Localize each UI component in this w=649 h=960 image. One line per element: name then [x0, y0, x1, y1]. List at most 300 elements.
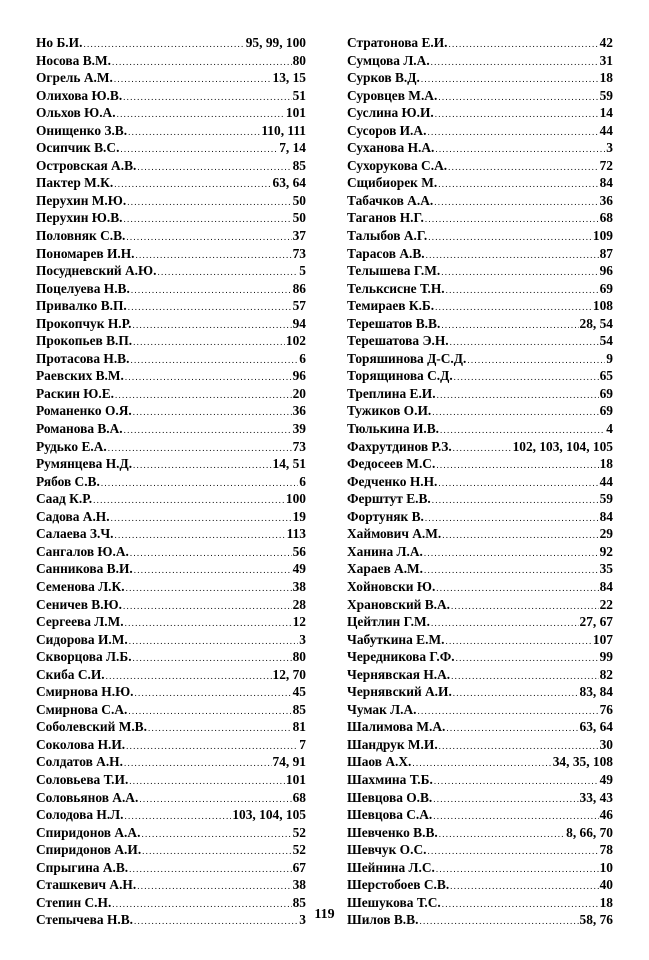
- page-references: 39: [292, 421, 306, 437]
- dot-leader: [421, 69, 599, 87]
- index-entry: [36, 385, 306, 403]
- page-references: 108: [592, 298, 613, 314]
- page-references: 14: [599, 105, 613, 121]
- index-entry: [347, 789, 613, 807]
- page-references: 9: [606, 350, 613, 366]
- page-references: 92: [599, 543, 613, 559]
- page-references: 19: [292, 508, 306, 524]
- dot-leader: [435, 104, 599, 122]
- dot-leader: [126, 578, 292, 596]
- author-name: Осипчик В.С.: [36, 140, 120, 156]
- author-name: Чернявская Н.А.: [347, 666, 451, 682]
- index-entry: [347, 736, 613, 754]
- dot-leader: [124, 209, 292, 227]
- page-references: 49: [599, 771, 613, 787]
- index-entry: [36, 280, 306, 298]
- dot-leader: [114, 69, 272, 87]
- dot-leader: [126, 736, 298, 754]
- page-references: 59: [599, 491, 613, 507]
- author-name: Тюлькина И.В.: [347, 421, 439, 437]
- index-entry: [36, 859, 306, 877]
- index-entry: [36, 174, 306, 192]
- dot-leader: [127, 192, 291, 210]
- page-references: 13, 15: [272, 70, 306, 86]
- dot-leader: [451, 666, 599, 684]
- dot-leader: [120, 139, 278, 157]
- dot-leader: [445, 631, 591, 649]
- index-entry: [347, 192, 613, 210]
- index-entry: [36, 490, 306, 508]
- author-name: Шешукова Т.С.: [347, 894, 441, 910]
- page-references: 85: [292, 894, 306, 910]
- index-entry: [36, 87, 306, 105]
- index-entry: [347, 52, 613, 70]
- index-entry: [36, 69, 306, 87]
- index-entry: [347, 806, 613, 824]
- page-references: 38: [292, 578, 306, 594]
- author-name: Суровцев М.А.: [347, 87, 438, 103]
- page-references: 3: [299, 912, 306, 928]
- page-references: 44: [599, 122, 613, 138]
- author-name: Цейтлин Г.М.: [347, 614, 430, 630]
- index-entry: [36, 157, 306, 175]
- author-name: Сергеева Л.М.: [36, 614, 124, 630]
- index-entry: [347, 648, 613, 666]
- author-name: Суслина Ю.И.: [347, 105, 434, 121]
- dot-leader: [133, 402, 292, 420]
- dot-leader: [417, 701, 598, 719]
- dot-leader: [135, 683, 292, 701]
- index-entry: [36, 683, 306, 701]
- index-entry: [36, 736, 306, 754]
- index-entry: [347, 718, 613, 736]
- page-references: 102, 103, 104, 105: [512, 438, 613, 454]
- dot-leader: [142, 841, 291, 859]
- index-entry: [347, 34, 613, 52]
- dot-leader: [439, 736, 599, 754]
- index-entry: [36, 508, 306, 526]
- dot-leader: [425, 508, 599, 526]
- author-name: Поцелуева Н.В.: [36, 280, 130, 296]
- author-name: Чабуткина Е.М.: [347, 631, 445, 647]
- page-references: 29: [599, 526, 613, 542]
- author-name: Посудневский А.Ю.: [36, 263, 157, 279]
- page-references: 8, 66, 70: [566, 824, 613, 840]
- dot-leader: [435, 297, 592, 315]
- author-name: Сидорова И.М.: [36, 631, 128, 647]
- page-references: 18: [599, 70, 613, 86]
- author-name: Сангалов Ю.А.: [36, 543, 129, 559]
- page-references: 110, 111: [261, 122, 306, 138]
- index-entry: [36, 139, 306, 157]
- index-entry: [36, 806, 306, 824]
- author-name: Сусоров И.А.: [347, 122, 427, 138]
- author-name: Тужиков О.И.: [347, 403, 432, 419]
- index-entry: [36, 262, 306, 280]
- dot-leader: [125, 613, 292, 631]
- index-entry: [347, 315, 613, 333]
- page-references: 6: [299, 473, 306, 489]
- dot-leader: [106, 666, 272, 684]
- page-references: 49: [292, 561, 306, 577]
- index-entry: [36, 718, 306, 736]
- author-name: Смирнова Н.Ю.: [36, 684, 134, 700]
- author-name: Скворцова Л.Б.: [36, 649, 132, 665]
- dot-leader: [115, 525, 286, 543]
- author-name: Шевцова О.В.: [347, 789, 433, 805]
- dot-leader: [436, 578, 598, 596]
- dot-leader: [139, 789, 291, 807]
- dot-leader: [437, 385, 599, 403]
- index-entry: [347, 385, 613, 403]
- page-references: 72: [599, 157, 613, 173]
- index-entry: [347, 771, 613, 789]
- dot-leader: [123, 87, 291, 105]
- dot-leader: [128, 701, 291, 719]
- page-references: 52: [292, 842, 306, 858]
- page-references: 5: [299, 263, 306, 279]
- author-name: Телышева Г.М.: [347, 263, 441, 279]
- dot-leader: [124, 753, 272, 771]
- index-entry: [36, 332, 306, 350]
- index-entry: [347, 87, 613, 105]
- index-entry: [347, 613, 613, 631]
- page-references: 7: [299, 736, 306, 752]
- page-references: 52: [292, 824, 306, 840]
- page-references: 36: [292, 403, 306, 419]
- page-references: 7, 14: [279, 140, 306, 156]
- dot-leader: [438, 473, 598, 491]
- page-references: 69: [599, 280, 613, 296]
- page-references: 63, 64: [272, 175, 306, 191]
- page-references: 101: [285, 771, 306, 787]
- author-name: Скиба С.И.: [36, 666, 105, 682]
- index-column-left: [36, 34, 306, 929]
- page-references: 31: [599, 52, 613, 68]
- page-references: 54: [599, 333, 613, 349]
- dot-leader: [432, 490, 599, 508]
- index-entry: [36, 753, 306, 771]
- author-name: Храновский В.А.: [347, 596, 451, 612]
- page-references: 58, 76: [579, 912, 613, 928]
- index-entry: [36, 596, 306, 614]
- page-references: 82: [599, 666, 613, 682]
- page-references: 14, 51: [272, 456, 306, 472]
- dot-leader: [133, 648, 292, 666]
- page-references: 85: [292, 701, 306, 717]
- author-name: Шевцова С.А.: [347, 807, 433, 823]
- author-name: Санникова В.И.: [36, 561, 133, 577]
- page-references: 81: [292, 719, 306, 735]
- index-entry: [36, 192, 306, 210]
- page-references: 59: [599, 87, 613, 103]
- author-name: Саад К.Р.: [36, 491, 93, 507]
- dot-leader: [467, 350, 605, 368]
- author-name: Федченко Н.Н.: [347, 473, 438, 489]
- index-entry: [347, 297, 613, 315]
- page-references: 36: [599, 192, 613, 208]
- dot-leader: [136, 245, 292, 263]
- author-name: Онищенко З.В.: [36, 122, 128, 138]
- author-name: Хаймович А.М.: [347, 526, 442, 542]
- page-references: 34, 35, 108: [552, 754, 613, 770]
- author-name: Румянцева Н.Д.: [36, 456, 133, 472]
- index-entry: [347, 157, 613, 175]
- index-entry: [36, 525, 306, 543]
- page-references: 22: [599, 596, 613, 612]
- author-name: Табачков А.А.: [347, 192, 434, 208]
- author-name: Но Б.И.: [36, 35, 83, 50]
- page-references: 44: [599, 473, 613, 489]
- index-entry: [36, 771, 306, 789]
- index-column-right: [347, 34, 613, 929]
- dot-leader: [130, 350, 298, 368]
- index-entry: [36, 789, 306, 807]
- index-entry: [36, 560, 306, 578]
- page-references: 12: [292, 614, 306, 630]
- author-name: Островская А.В.: [36, 157, 137, 173]
- author-name: Раскин Ю.Е.: [36, 385, 115, 401]
- author-name: Сеничев В.Ю.: [36, 596, 122, 612]
- index-entry: [36, 701, 306, 719]
- author-name: Суханова Н.А.: [347, 140, 435, 156]
- dot-leader: [424, 560, 599, 578]
- page-references: 107: [592, 631, 613, 647]
- page-references: 109: [592, 228, 613, 244]
- author-name: Спиридонов А.А.: [36, 824, 141, 840]
- page-references: 99: [599, 649, 613, 665]
- dot-leader: [128, 122, 260, 140]
- dot-leader: [435, 139, 605, 157]
- author-name: Привалко В.П.: [36, 298, 127, 314]
- index-entry: [347, 525, 613, 543]
- dot-leader: [431, 613, 579, 631]
- author-name: Салаева З.Ч.: [36, 526, 114, 542]
- page-references: 50: [292, 192, 306, 208]
- dot-leader: [428, 227, 592, 245]
- page-references: 20: [292, 385, 306, 401]
- author-name: Чумак Л.А.: [347, 701, 417, 717]
- page-references: 74, 91: [272, 754, 306, 770]
- page-references: 101: [285, 105, 306, 121]
- author-name: Шандрук М.И.: [347, 736, 438, 752]
- author-name: Рудько Е.А.: [36, 438, 107, 454]
- dot-leader: [141, 824, 291, 842]
- author-name: Романова В.А.: [36, 421, 123, 437]
- dot-leader: [446, 280, 599, 298]
- page-references: 69: [599, 403, 613, 419]
- index-entry: [36, 297, 306, 315]
- page-references: 3: [299, 631, 306, 647]
- dot-leader: [450, 332, 599, 350]
- author-name: Сурков В.Д.: [347, 70, 420, 86]
- dot-leader: [425, 209, 599, 227]
- dot-leader: [436, 455, 598, 473]
- author-name: Солдатов А.Н.: [36, 754, 123, 770]
- index-entry: [36, 876, 306, 894]
- page-references: 103, 104, 105: [232, 807, 306, 823]
- page-references: 10: [599, 859, 613, 875]
- index-entry: [36, 438, 306, 456]
- index-entry: [347, 280, 613, 298]
- dot-leader: [125, 367, 292, 385]
- index-entry: [347, 841, 613, 859]
- dot-leader: [124, 420, 292, 438]
- author-name: Ольхов Ю.А.: [36, 105, 116, 121]
- dot-leader: [134, 560, 292, 578]
- author-name: Рябов С.В.: [36, 473, 100, 489]
- page-references: 80: [292, 649, 306, 665]
- page-references: 37: [292, 228, 306, 244]
- page-references: 84: [599, 175, 613, 191]
- index-entry: [36, 367, 306, 385]
- page-references: 65: [599, 368, 613, 384]
- dot-leader: [442, 525, 598, 543]
- index-entry: [347, 631, 613, 649]
- dot-leader: [115, 385, 292, 403]
- index-entry: [347, 490, 613, 508]
- index-entry: [36, 227, 306, 245]
- index-entry: [347, 578, 613, 596]
- dot-leader: [101, 473, 298, 491]
- dot-leader: [412, 753, 551, 771]
- dot-leader: [438, 174, 598, 192]
- author-name: Степычева Н.В.: [36, 912, 133, 928]
- index-entry: [347, 122, 613, 140]
- dot-leader: [450, 876, 598, 894]
- dot-leader: [123, 596, 292, 614]
- page-references: 96: [292, 368, 306, 384]
- page-references: 50: [292, 210, 306, 226]
- author-name: Смирнова С.А.: [36, 701, 128, 717]
- author-name: Тельксисне Т.Н.: [347, 280, 445, 296]
- index-entry: [36, 824, 306, 842]
- index-entry: [36, 245, 306, 263]
- author-name: Раевских В.М.: [36, 368, 124, 384]
- page-references: 28, 54: [579, 315, 613, 331]
- index-entry: [36, 666, 306, 684]
- page-references: 40: [599, 877, 613, 893]
- author-name: Сухорукова С.А.: [347, 157, 448, 173]
- author-name: Стратонова Е.И.: [347, 35, 448, 50]
- dot-leader: [133, 455, 271, 473]
- author-name: Торящинова С.Д.: [347, 368, 453, 384]
- dot-leader: [128, 297, 292, 315]
- index-entry: [347, 753, 613, 771]
- dot-leader: [453, 438, 512, 456]
- dot-leader: [449, 34, 599, 52]
- author-name: Пономарев И.Н.: [36, 245, 135, 261]
- page-references: 113: [286, 526, 306, 542]
- dot-leader: [108, 438, 292, 456]
- page-number: 119: [314, 907, 335, 922]
- author-name: Огрель А.М.: [36, 70, 113, 86]
- page-references: 4: [606, 421, 613, 437]
- dot-leader: [433, 789, 578, 807]
- page-references: 69: [599, 385, 613, 401]
- index-entry: [347, 209, 613, 227]
- dot-leader: [432, 402, 598, 420]
- page-references: 73: [292, 245, 306, 261]
- index-entry: [36, 613, 306, 631]
- index-entry: [36, 104, 306, 122]
- dot-leader: [427, 841, 598, 859]
- index-entry: [347, 473, 613, 491]
- index-entry: [347, 859, 613, 877]
- dot-leader: [112, 52, 292, 70]
- author-name: Протасова Н.В.: [36, 350, 130, 366]
- index-entry: [36, 34, 306, 52]
- index-entry: [347, 367, 613, 385]
- author-name: Прокопчук Н.Р.: [36, 315, 132, 331]
- index-entry: [36, 578, 306, 596]
- index-entry: [347, 262, 613, 280]
- page-references: 12, 70: [272, 666, 306, 682]
- index-entry: [347, 824, 613, 842]
- author-name: Половняк С.В.: [36, 228, 126, 244]
- author-name: Шахмина Т.Б.: [347, 771, 433, 787]
- page-references: 94: [292, 315, 306, 331]
- dot-leader: [427, 122, 598, 140]
- index-entry: [36, 455, 306, 473]
- index-entry: [347, 350, 613, 368]
- author-name: Соболевский М.В.: [36, 719, 147, 735]
- author-name: Шевчук О.С.: [347, 842, 427, 858]
- index-entry: [36, 402, 306, 420]
- author-name: Солодова Н.Л.: [36, 807, 124, 823]
- author-name: Шилов В.В.: [347, 912, 419, 928]
- author-name: Терешатов В.В.: [347, 315, 441, 331]
- dot-leader: [434, 192, 598, 210]
- dot-leader: [125, 806, 232, 824]
- dot-leader: [454, 367, 599, 385]
- page-references: 96: [599, 263, 613, 279]
- index-entry: [36, 543, 306, 561]
- dot-leader: [114, 174, 271, 192]
- dot-leader: [130, 543, 292, 561]
- index-entry: [347, 104, 613, 122]
- page-references: 102: [285, 333, 306, 349]
- page-references: 33, 43: [579, 789, 613, 805]
- page-references: 73: [292, 438, 306, 454]
- author-name: Романенко О.Я.: [36, 403, 132, 419]
- author-name: Сумцова Л.А.: [347, 52, 430, 68]
- page-references: 56: [292, 543, 306, 559]
- page-references: 63, 64: [579, 719, 613, 735]
- dot-leader: [431, 52, 599, 70]
- dot-leader: [448, 157, 599, 175]
- dot-leader: [424, 543, 599, 561]
- index-entry: [36, 648, 306, 666]
- page-references: 28: [292, 596, 306, 612]
- index-entry: [347, 560, 613, 578]
- page-references: 84: [599, 508, 613, 524]
- dot-leader: [438, 87, 598, 105]
- author-name: Терешатова Э.Н.: [347, 333, 449, 349]
- author-name: Талыбов А.Г.: [347, 228, 428, 244]
- author-name: Шаов А.Х.: [347, 754, 412, 770]
- author-name: Степин С.Н.: [36, 894, 112, 910]
- dot-leader: [446, 718, 578, 736]
- author-name: Соколова Н.И.: [36, 736, 126, 752]
- index-entry: [347, 245, 613, 263]
- dot-leader: [434, 771, 599, 789]
- dot-leader: [441, 262, 598, 280]
- author-name: Торяшинова Д-С.Д.: [347, 350, 467, 366]
- index-entry: [36, 122, 306, 140]
- dot-leader: [441, 315, 578, 333]
- author-name: Спрыгина А.В.: [36, 859, 129, 875]
